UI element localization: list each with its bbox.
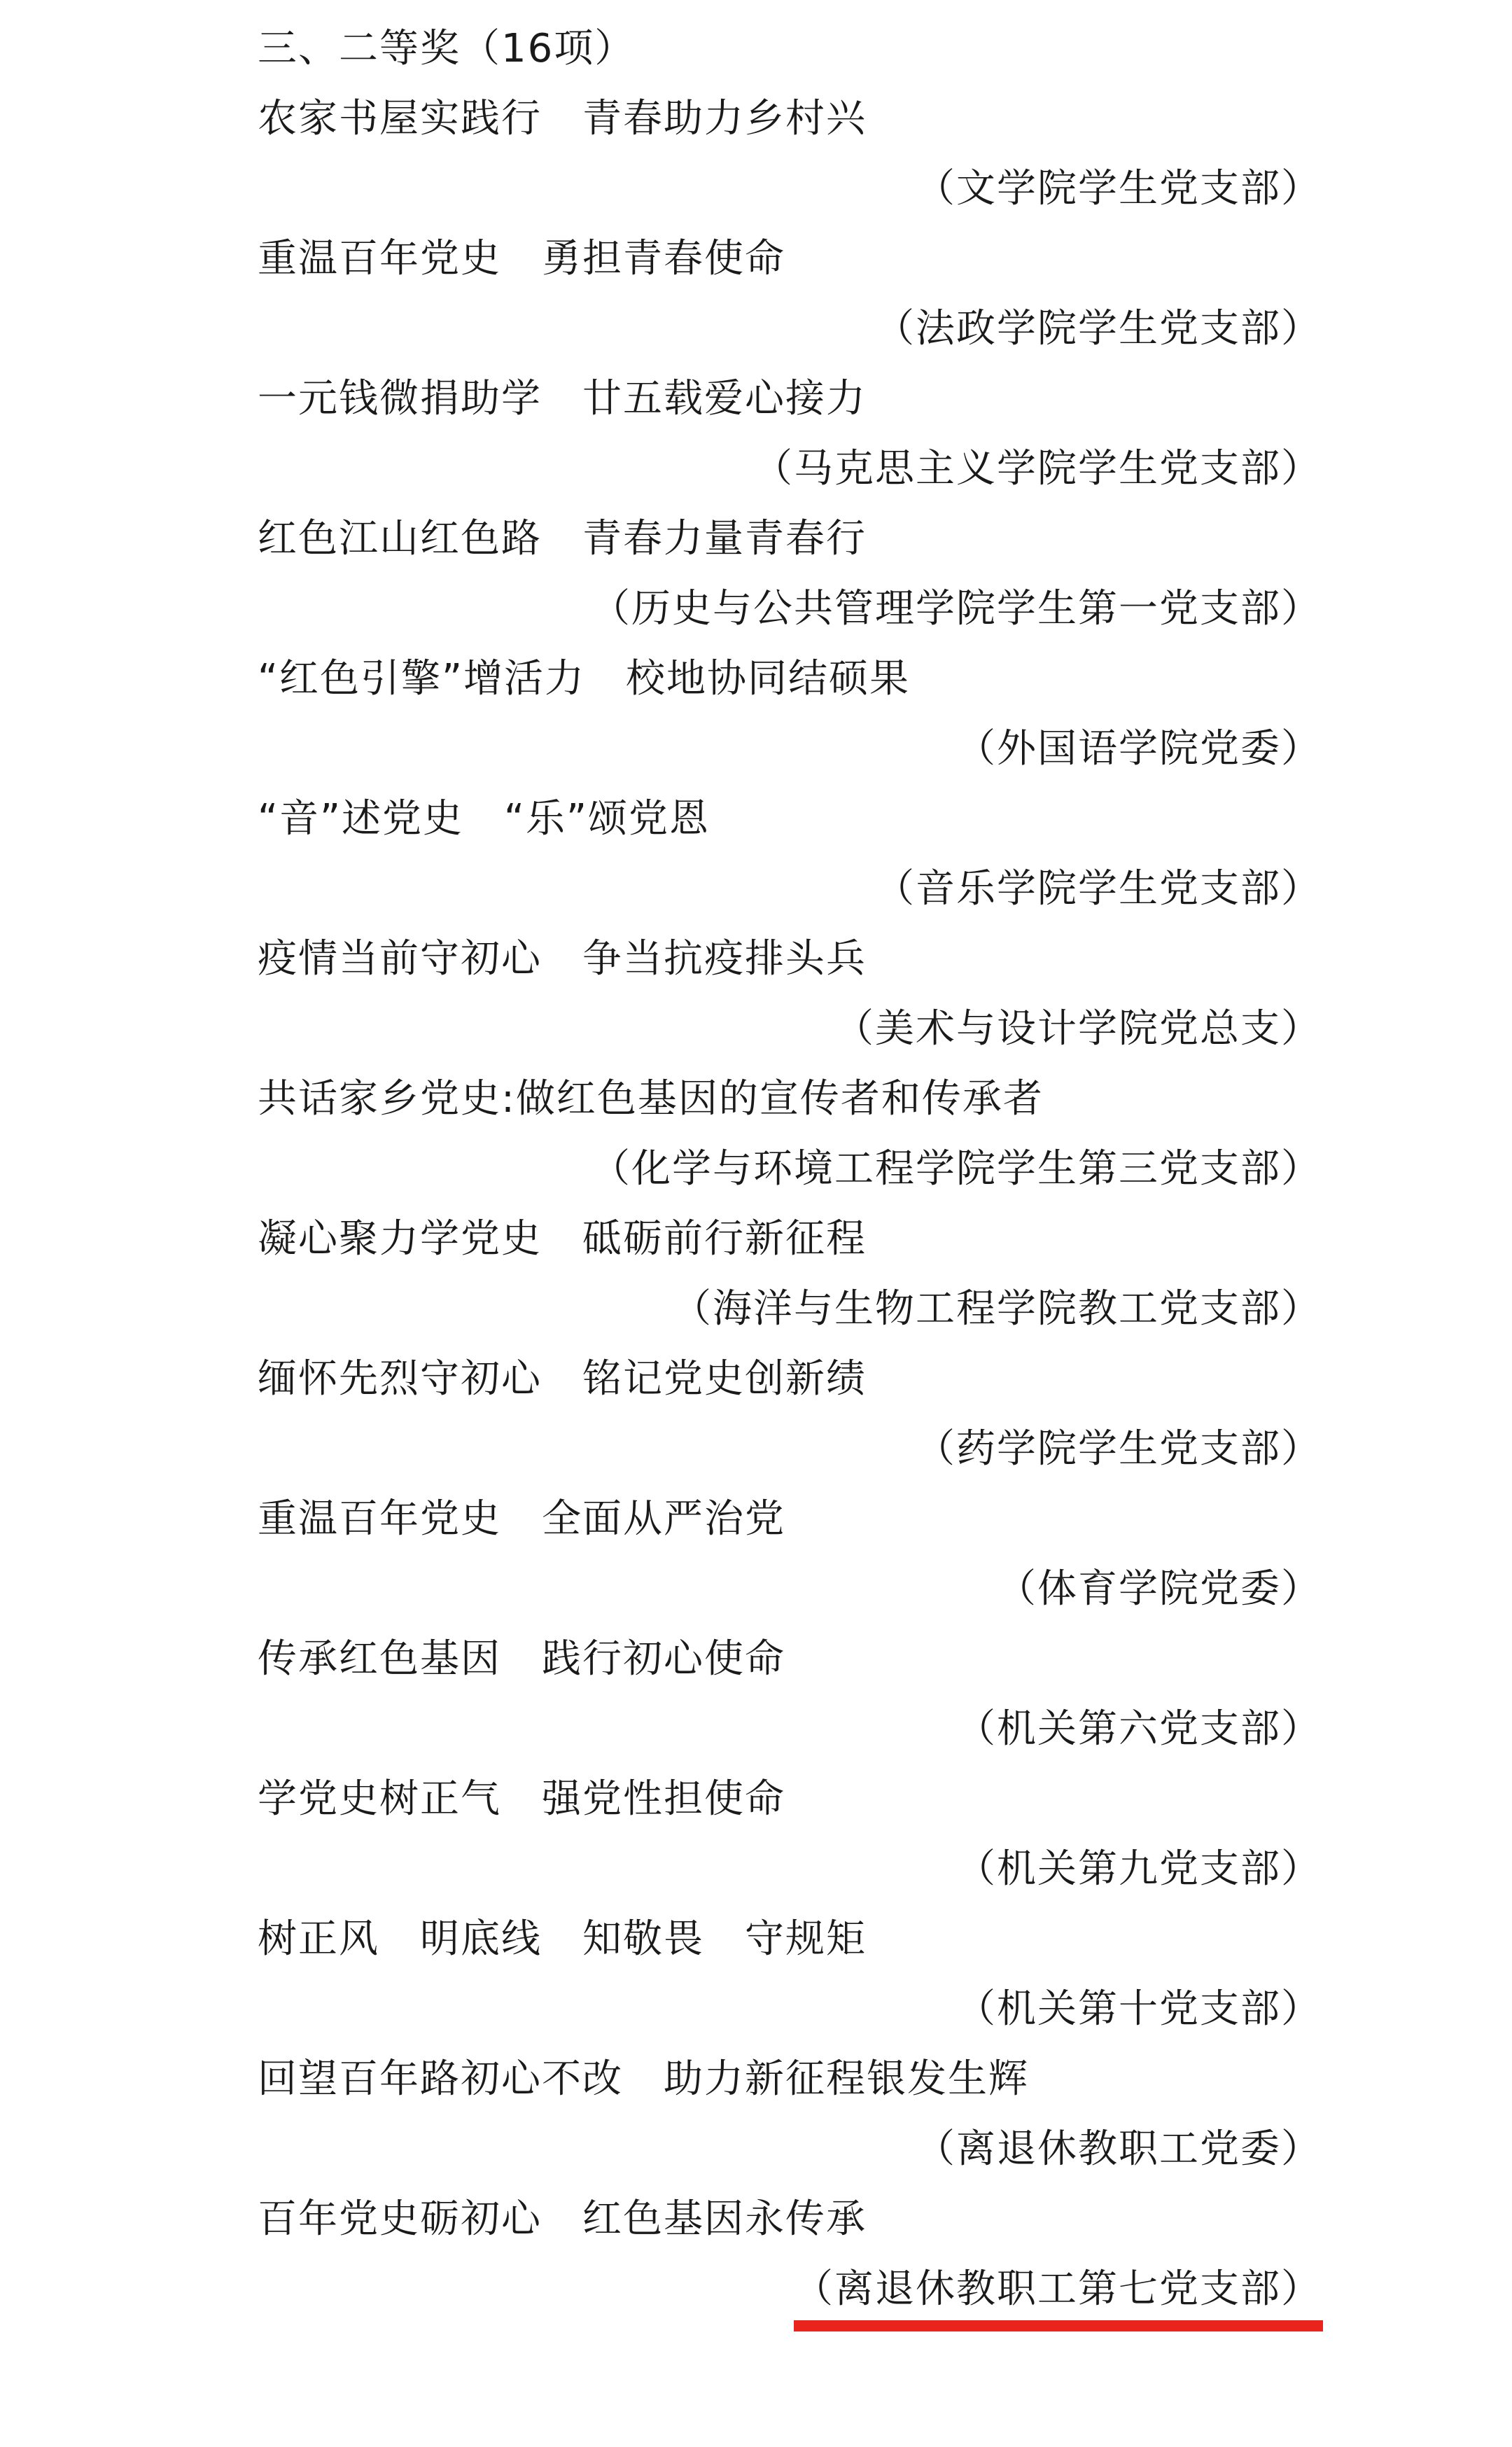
entry-title: 凝心聚力学党史 砥砺前行新征程 bbox=[258, 1216, 867, 1262]
entry-unit bbox=[258, 2254, 1322, 2324]
entry-unit-text: （离退休教职工第七党支部） bbox=[794, 2254, 1322, 2324]
entry-unit-text: （离退休教职工党委） bbox=[916, 2126, 1322, 2172]
entry-unit-text: （法政学院学生党支部） bbox=[875, 306, 1322, 351]
entry-unit-text: （海洋与生物工程学院教工党支部） bbox=[672, 1286, 1322, 1332]
entry-unit bbox=[258, 1694, 1322, 1764]
entry-unit bbox=[258, 854, 1322, 924]
entry-title: 红色江山红色路 青春力量青春行 bbox=[258, 516, 867, 562]
entry-unit-text: （化学与环境工程学院学生第三党支部） bbox=[591, 1146, 1322, 1192]
entry-unit bbox=[258, 2114, 1322, 2184]
entry-title: “音”述党史 “乐”颂党恩 bbox=[258, 796, 710, 842]
entry-title: 疫情当前守初心 争当抗疫排头兵 bbox=[258, 936, 867, 982]
entry-title: 树正风 明底线 知敬畏 守规矩 bbox=[258, 1916, 867, 1962]
entry-unit-text: （机关第九党支部） bbox=[956, 1846, 1322, 1892]
entry-unit-text: （机关第六党支部） bbox=[956, 1706, 1322, 1752]
entry-title: 传承红色基因 践行初心使命 bbox=[258, 1636, 785, 1682]
entry-unit-text: （外国语学院党委） bbox=[956, 726, 1322, 772]
entry-unit bbox=[258, 434, 1322, 504]
entry-unit-text: （马克思主义学院学生党支部） bbox=[753, 446, 1322, 492]
entry-title: 缅怀先烈守初心 铭记党史创新绩 bbox=[258, 1356, 867, 1402]
entry-unit bbox=[258, 1554, 1322, 1624]
entry-unit-text: （药学院学生党支部） bbox=[916, 1426, 1322, 1472]
entry-unit-text: （文学院学生党支部） bbox=[916, 166, 1322, 211]
award-list bbox=[258, 14, 1322, 2324]
entry-unit bbox=[258, 1834, 1322, 1904]
entry-title: 共话家乡党史:做红色基因的宣传者和传承者 bbox=[258, 1076, 1044, 1122]
entry-unit bbox=[258, 1274, 1322, 1344]
entry-unit-text: （体育学院党委） bbox=[997, 1566, 1322, 1612]
entry-title: 重温百年党史 勇担青春使命 bbox=[258, 236, 785, 281]
entry-title: 百年党史砺初心 红色基因永传承 bbox=[258, 2196, 867, 2242]
entry-unit bbox=[258, 574, 1322, 644]
entry-unit bbox=[258, 1414, 1322, 1484]
entry-unit-text: （美术与设计学院党总支） bbox=[834, 1006, 1322, 1052]
entries-container bbox=[258, 84, 1322, 2324]
entry-title: 学党史树正气 强党性担使命 bbox=[258, 1776, 785, 1822]
entry-title: 回望百年路初心不改 助力新征程银发生辉 bbox=[258, 2056, 1029, 2102]
highlight-underline bbox=[794, 2320, 1323, 2331]
entry-unit bbox=[258, 294, 1322, 364]
entry-unit-text: （音乐学院学生党支部） bbox=[875, 866, 1322, 912]
entry-title: 农家书屋实践行 青春助力乡村兴 bbox=[258, 96, 867, 141]
entry-unit bbox=[258, 1974, 1322, 2044]
entry-title: 一元钱微捐助学 廿五载爱心接力 bbox=[258, 376, 867, 421]
entry-title: “红色引擎”增活力 校地协同结硕果 bbox=[258, 656, 911, 702]
entry-unit bbox=[258, 1134, 1322, 1204]
entry-title: 重温百年党史 全面从严治党 bbox=[258, 1496, 785, 1542]
section-heading: 三、二等奖（16项） bbox=[258, 26, 636, 71]
entry-unit bbox=[258, 714, 1322, 784]
entry-unit-text: （历史与公共管理学院学生第一党支部） bbox=[591, 586, 1322, 632]
entry-unit-text: （机关第十党支部） bbox=[956, 1986, 1322, 2032]
entry-unit bbox=[258, 994, 1322, 1064]
entry-unit bbox=[258, 154, 1322, 224]
